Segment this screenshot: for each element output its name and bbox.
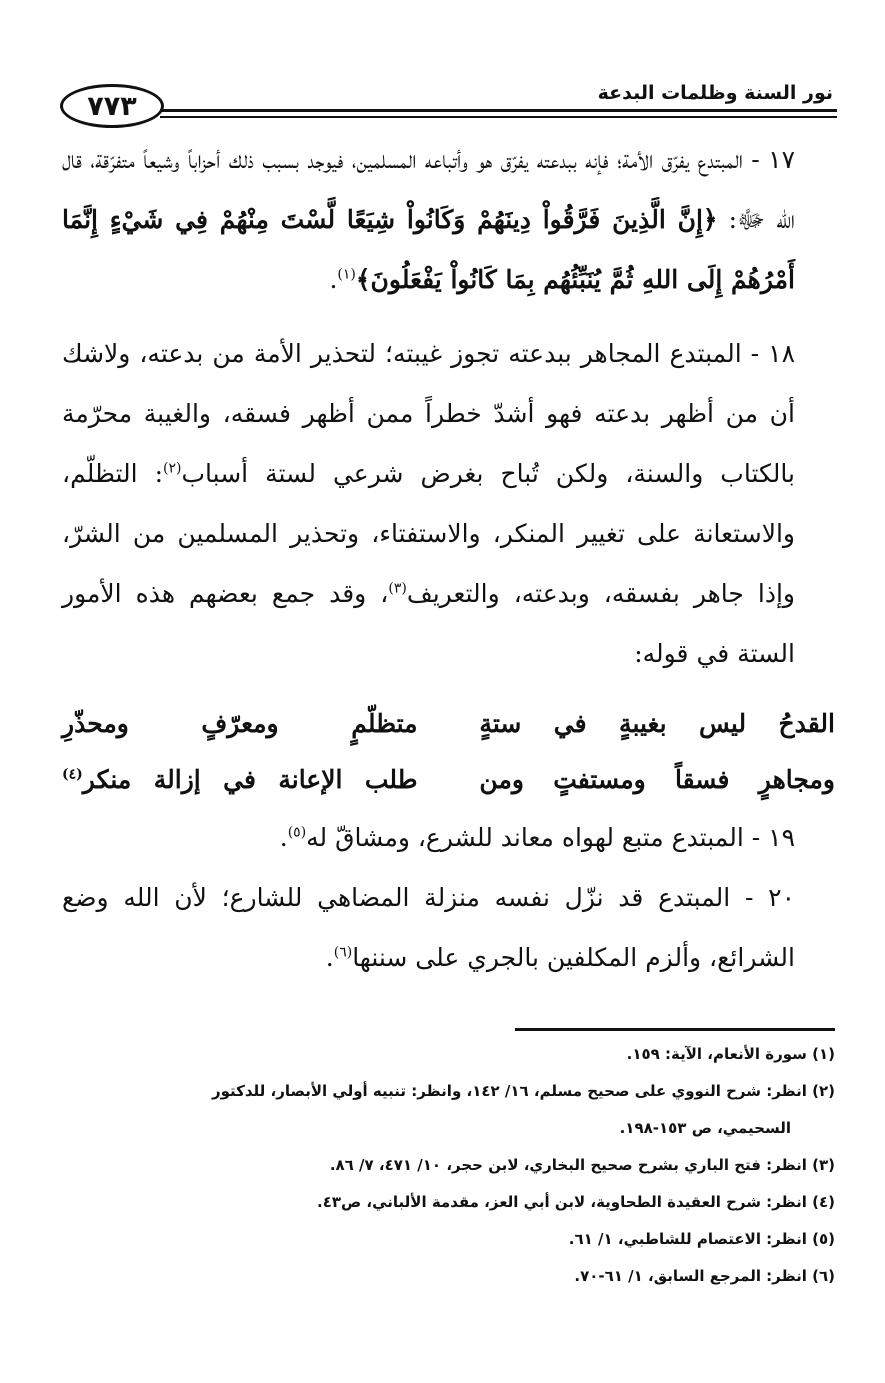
paragraph-18-text-a: ١٨ - المبتدع المجاهر ببدعته تجوز غيبته؛ لتحذير الأمة من بدعته، ولاشك أن من أظهر بدعته فهو أشدّ خطراً ممن أظهر فسقه، والغيبة محرّمة بالكتاب والسنة، ولكن تُباح بغرض شرعي لستة أسباب [62,339,795,488]
footnote-ref-6: (٦) [333,944,353,961]
footnote-2-continued: السحيمي، ص ١٥٣-١٩٨. [619,1119,791,1137]
poem-hemistich: ومجاهرٍ فسقاً ومستفتٍ ومن [479,765,835,794]
footnote-ref-4: (٤) [62,766,83,783]
page-number: ٧٧٣ [87,90,137,122]
footnote-ref-5: (٥) [287,824,307,841]
running-title: نور السنة وظلمات البدعة [597,82,833,104]
footnote-ref-1: (١) [337,266,356,283]
footnote-4: (٤) انظر: شرح العقيدة الطحاوية، لابن أبي العز، مقدمة الألباني، ص٤٣. [316,1193,835,1211]
footnote-3: (٣) انظر: فتح الباري بشرح صحيح البخاري، لابن حجر، ١٠/ ٤٧١، ٧/ ٨٦. [329,1156,835,1174]
paragraph-18-text-b: : التظلّم، والاستعانة على تغيير المنكر، والاستفتاء، وتحذير المسلمين من الشرّ، وإذا جاهر بفسقه، وبدعته، والتعريف [62,459,795,608]
paragraph-19: ١٩ - المبتدع متبع لهواه معاند للشرع، ومشاقّ له$^{(٥)}$. [279,823,795,852]
footnote-2: (٢) انظر: شرح النووي على صحيح مسلم، ١٦/ ١٤٢، وانظر: تنبيه أولي الأبصار، للدكتور [211,1082,835,1100]
footnote-ref-2: (٢) [163,460,182,477]
main-text [62,130,835,988]
poem-verse-2 [62,752,835,808]
paragraph-19-text: ١٩ - المبتدع متبع لهواه معاند للشرع، ومشاقّ له [306,823,795,852]
quran-verse: ﴿إِنَّ الَّذِينَ فَرَّقُواْ دِينَهُمْ وَكَانُواْ شِيَعًا لَّسْتَ مِنْهُمْ فِي شَيْءٍ إِنَّمَا أَمْرُهُمْ إِلَى اللهِ ثُمَّ يُنَبِّئُهُم بِمَا كَانُواْ يَفْعَلُونَ﴾ [62,205,795,294]
header-rule [160,109,837,112]
paragraph-20: ٢٠ - المبتدع قد نزّل نفسه منزلة المضاهي للشارع؛ لأن الله وضع الشرائع، وألزم المكلفين بالجري على سننها$^{(٦)}$. [62,883,795,972]
footnote-separator [515,1028,835,1031]
footnotes [58,1036,835,1295]
poem-verse-1 [62,696,835,752]
footnote-6: (٦) انظر: المرجع السابق، ١/ ٦١-٧٠. [574,1267,835,1285]
poem-hemistich-with-ref [62,752,418,808]
page-number-badge [60,84,164,128]
paragraph-18-text-c: ، وقد جمع بعضهم هذه الأمور الستة في قوله: [62,579,795,668]
poem [62,696,835,808]
header-rule-thin [160,116,837,118]
paragraph-17: ١٧ - المبتدع يفرّق الأمة؛ فإنه ببدعته يفرّق هو وأتباعه المسلمين، فيوجد بسبب ذلك أحزاباً وشيعاً متفرّقة، قال الله ﷻ: ﴿إِنَّ الَّذِينَ فَرَّقُواْ دِينَهُمْ وَكَانُواْ شِيَعًا لَّسْتَ مِنْهُمْ فِي شَيْءٍ إِنَّمَا أَمْرُهُمْ إِلَى اللهِ ثُمَّ يُنَبِّئُهُم بِمَا كَانُواْ يَفْعَلُونَ﴾$^{(١)}$. [62,145,795,294]
footnote-5: (٥) انظر: الاعتصام للشاطبي، ١/ ٦١. [568,1230,835,1248]
poem-hemistich: القدحُ ليس بغيبةٍ في ستةٍ [479,709,835,738]
footnote-1: (١) سورة الأنعام، الآية: ١٥٩. [626,1045,835,1063]
poem-hemistich: طلب الإعانة في إزالة منكر [82,765,418,794]
paragraph-18 [62,324,835,684]
poem-hemistich: متظلّمٍ ومعرّفٍ ومحذّرِ [62,709,418,738]
paragraph-17-text: ١٧ - المبتدع يفرّق الأمة؛ فإنه ببدعته يفرّق هو وأتباعه المسلمين، فيوجد بسبب ذلك أحزاباً وشيعاً متفرّقة، قال الله ﷻ: [62,145,795,234]
paragraph-20-text: ٢٠ - المبتدع قد نزّل نفسه منزلة المضاهي للشارع؛ لأن الله وضع الشرائع، وألزم المكلفين بالجري على سننها [62,883,795,972]
footnote-ref-3: (٣) [388,580,407,597]
